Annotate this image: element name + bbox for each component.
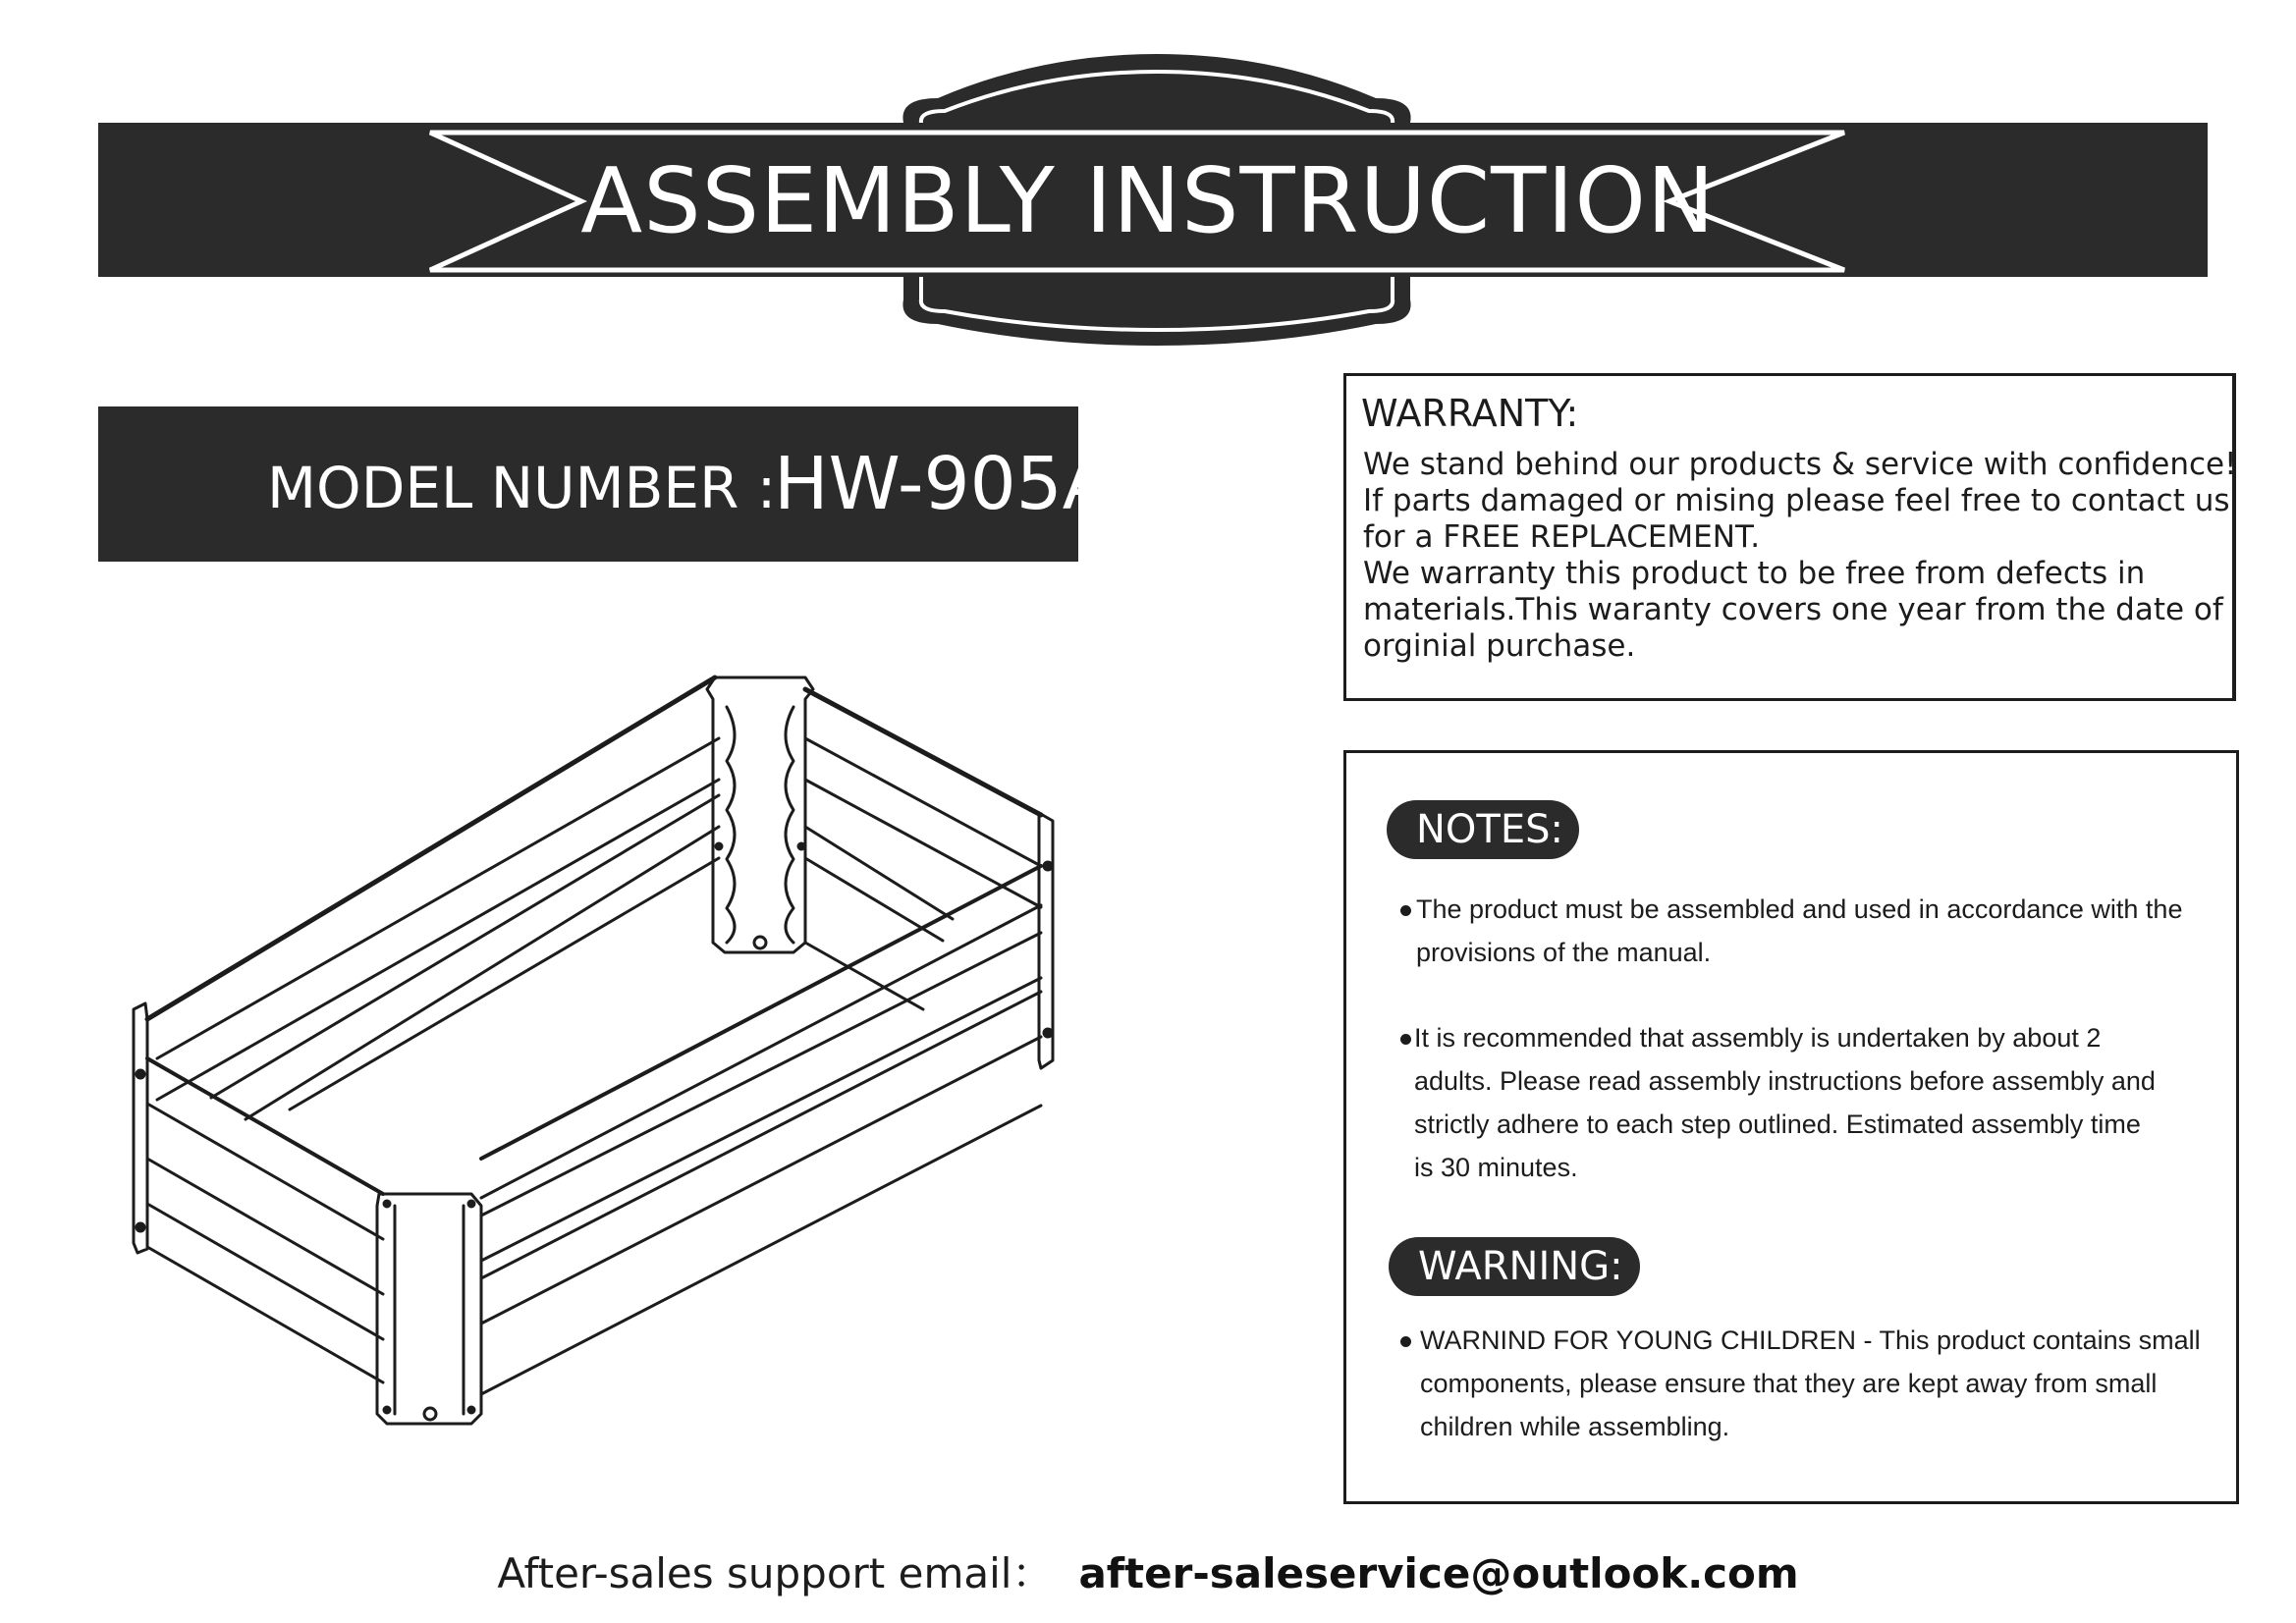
warranty-line: materials.This waranty covers one year from the date of [1363, 592, 2223, 627]
warning-item [1420, 1319, 2201, 1448]
warning-item-line: WARNIND FOR YOUNG CHILDREN - This product contains small [1420, 1325, 2201, 1355]
warranty-line: If parts damaged or mising please feel free to contact us [1363, 483, 2230, 518]
warning-item-line: children while assembling. [1420, 1412, 1730, 1441]
bullet-icon [1400, 905, 1411, 916]
notes-item-line: strictly adhere to each step outlined. Estimated assembly time [1414, 1109, 2141, 1139]
footer-support [0, 1544, 2296, 1603]
model-number-value: HW-905A [774, 442, 1113, 526]
warranty-line: for a FREE REPLACEMENT. [1363, 519, 1761, 555]
footer-label: After-sales support email： [497, 1549, 1054, 1597]
warranty-line: We stand behind our products & service with confidence! [1363, 447, 2237, 482]
notes-item [1416, 888, 2182, 974]
notes-item-line: It is recommended that assembly is undertaken by about 2 [1414, 1023, 2102, 1053]
warranty-text [1363, 447, 2237, 665]
notes-heading: NOTES: [1387, 800, 1579, 859]
warranty-line: We warranty this product to be free from defects in [1363, 556, 2146, 591]
notes-item-line: The product must be assembled and used in accordance with the [1416, 894, 2183, 924]
bullet-icon [1400, 1034, 1411, 1045]
notes-item-line: adults. Please read assembly instructions before assembly and [1414, 1066, 2156, 1096]
notes-item-line: provisions of the manual. [1416, 938, 1712, 967]
bullet-icon [1400, 1336, 1411, 1347]
warning-item-line: components, please ensure that they are kept away from small [1420, 1369, 2158, 1398]
warranty-title: WARRANTY: [1361, 392, 1579, 435]
warranty-line: orginial purchase. [1363, 628, 1636, 664]
notes-item-line: is 30 minutes. [1414, 1153, 1578, 1182]
raised-garden-bed-illustration [118, 648, 1100, 1434]
model-number-label: MODEL NUMBER : [267, 455, 777, 521]
notes-item [1414, 1016, 2156, 1189]
support-email-link[interactable]: after-saleservice@outlook.com [1078, 1549, 1799, 1597]
banner-title: ASSEMBLY INSTRUCTION [580, 148, 1716, 253]
warning-heading: WARNING: [1389, 1237, 1640, 1296]
